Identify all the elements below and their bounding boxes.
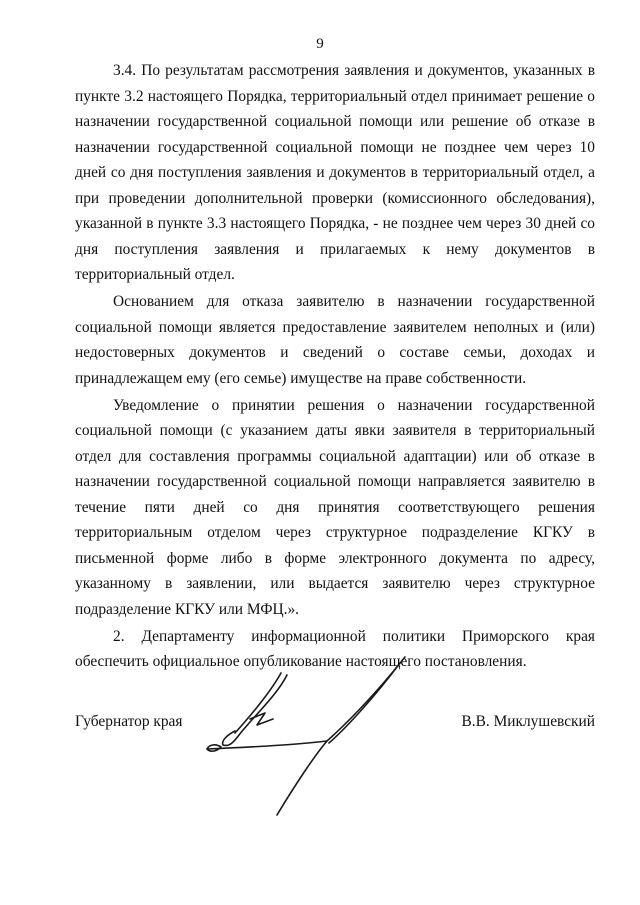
signatory-name: В.В. Миклушевский [461, 713, 595, 730]
page-number: 9 [316, 36, 324, 52]
paragraph-3-4: 3.4. По результатам рассмотрения заявления и документов, указанных в пункте 3.2 настоящего Порядка, территориальный отдел принимает решение о назначении государственной социальной помощи или решение об отказе в назначении государственной социальной помощи не позднее чем через 10 дней со дня поступления заявления и документов в территориальный отдел, а при проведении дополнительной проверки (комиссионного обследования), указанной в пункте 3.3 настоящего Порядка, - не позднее чем через 30 дней со дня поступления заявления и прилагаемых к нему документов в территориальный отдел. [75, 62, 595, 283]
paragraph-refusal-grounds: Основанием для отказа заявителю в назначении государственной социальной помощи является предоставление заявителем неполных и (или) недостоверных документов и сведений о составе семьи, доходах и принадлежащем ему (его семье) имуществе на праве собственности. [75, 293, 595, 387]
signatory-title: Губернатор края [75, 713, 183, 730]
document-body [75, 58, 595, 676]
paragraph-publication: 2. Департаменту информационной политики Приморского края обеспечить официальное опубликование настоящего постановления. [75, 627, 595, 670]
paragraph-notification: Уведомление о принятии решения о назначении государственной социальной помощи (с указанием даты явки заявителя в территориальный отдел для составления программы социальной адаптации) или об отказе в назначении государственной социальной помощи направляется заявителю в течение пяти дней со дня принятия соответствующего решения территориальным отделом через структурное подразделение КГКУ в письменной форме либо в форме электронного документа по адресу, указанному в заявлении, или выдается заявителю через структурное подразделение КГКУ или МФЦ.». [75, 396, 595, 618]
handwritten-signature-icon [195, 655, 445, 825]
